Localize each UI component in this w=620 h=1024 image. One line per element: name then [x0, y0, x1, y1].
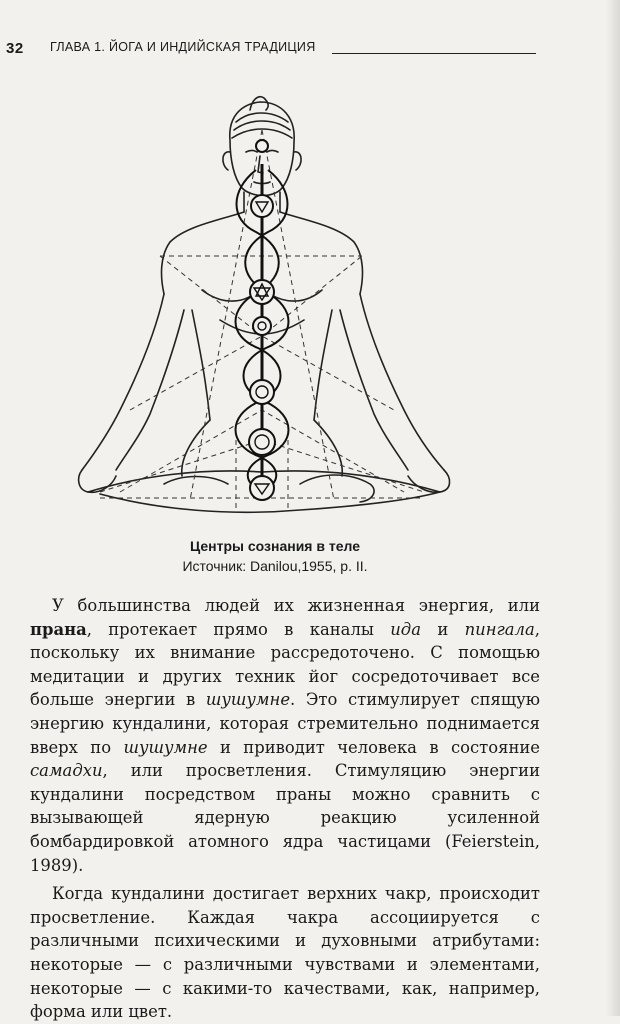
chapter-title: ГЛАВА 1. ЙОГА И ИНДИЙСКАЯ ТРАДИЦИЯ: [50, 40, 316, 54]
paragraph-1: [30, 594, 540, 877]
vishuddha-chakra-circle: [251, 195, 273, 217]
caption-source: Источник: Danilou,1955, p. II.: [182, 558, 368, 574]
meditating-figure-drawing: [60, 80, 490, 520]
p1-segment: , протекает прямо в каналы: [86, 619, 391, 639]
term-ida: ида: [390, 619, 421, 639]
term-prana: прана: [30, 619, 87, 639]
paragraph-2: Когда кундалини достигает верхних чакр, происходит просветление. Каждая чакра ассоциируется с различными психическими и духовными атрибутами: некоторые — с различными чувствами и элементами, некоторые — с какими-то качествами, как, например, форма или цвет.: [30, 884, 540, 1022]
term-sushumna: шушумне: [205, 690, 291, 710]
p1-segment: У большинства людей их жизненная энергия, или: [52, 596, 540, 615]
term-pingala: пингала: [464, 619, 535, 639]
body-text: [30, 594, 540, 1024]
page-number: 32: [6, 40, 24, 57]
p1-segment: . Это стимулирует спящую энергию кундалини, которая стремительно поднимается вверх по: [30, 690, 540, 757]
term-sushumna: шушумне: [123, 737, 208, 757]
p1-segment: , поскольку их внимание рассредоточено. С помощью медитации и других техник йог сосредоточивает все больше энергии в: [30, 619, 540, 710]
chakra-illustration: [60, 80, 490, 520]
p1-segment: , или просветления. Стимуляцию энергии кундалини посредством праны можно сравнить с вызывающей ядерную реакцию усиленной бомбардировкой атомного ядра частицами (Feierstein, 1989).: [30, 761, 540, 875]
page-edge-shadow: [606, 0, 620, 1016]
base-chakra-circle: [250, 476, 274, 500]
p1-segment: и: [420, 619, 465, 639]
p1-segment: и приводит человека в состояние: [207, 737, 540, 757]
manipura-chakra-circle: [253, 317, 271, 335]
svadhisthana-chakra-circle: [250, 380, 274, 404]
running-header: [6, 36, 536, 58]
muladhara-chakra-circle: [249, 429, 275, 455]
ajna-chakra-circle: [256, 140, 268, 152]
term-samadhi: самадхи: [30, 761, 103, 781]
header-rule: [332, 53, 536, 54]
figure-caption: [60, 536, 490, 576]
caption-title: Центры сознания в теле: [189, 538, 360, 554]
